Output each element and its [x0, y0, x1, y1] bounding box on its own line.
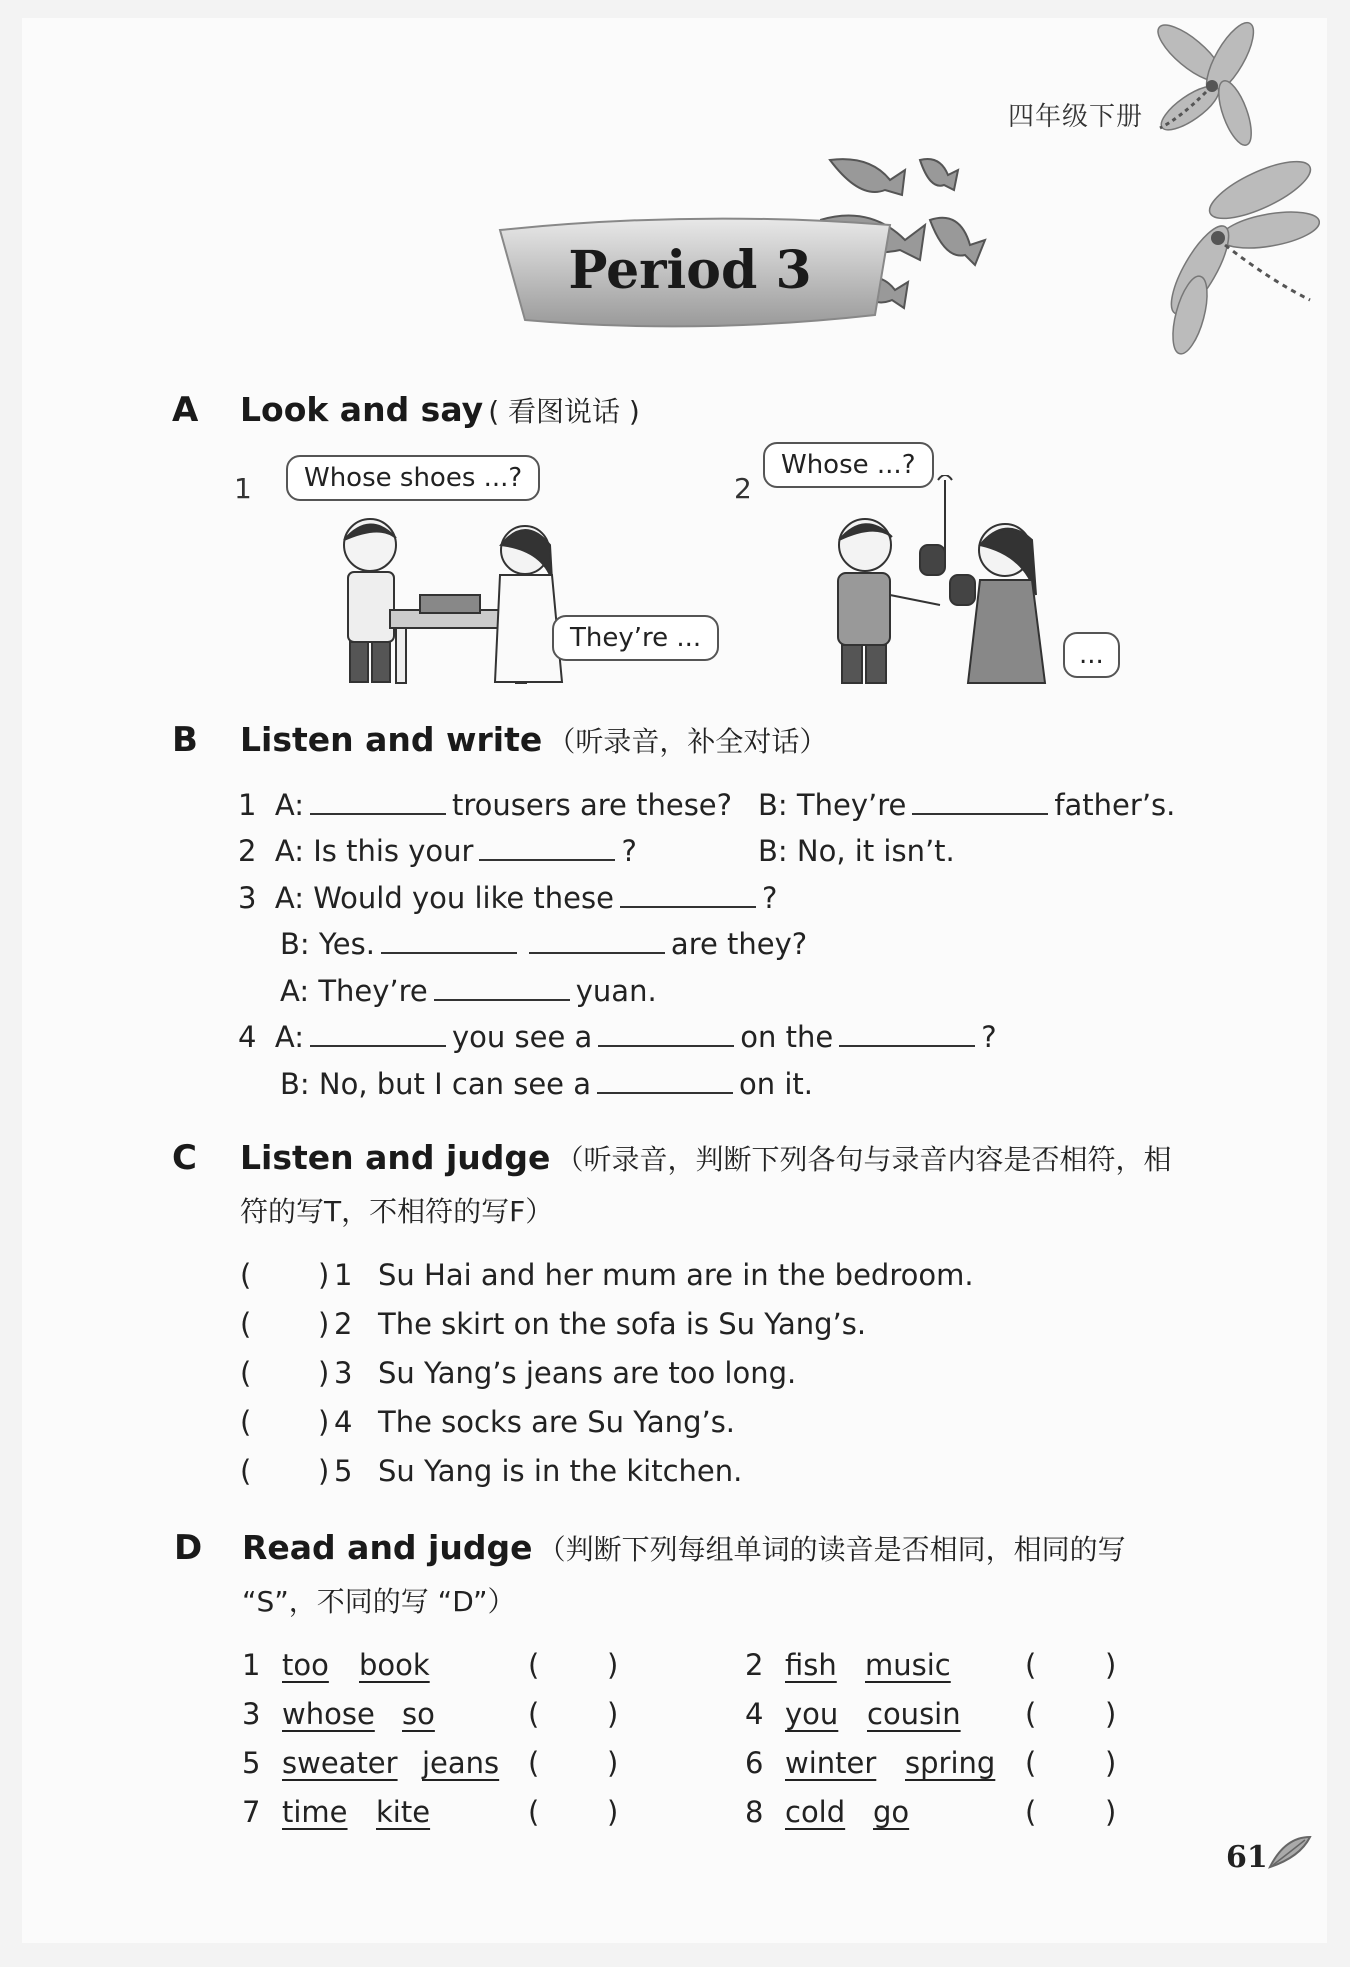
- d-item-5: [242, 1746, 619, 1780]
- grade-label: 四年级下册: [1008, 102, 1144, 132]
- c-item-4: [240, 1405, 1140, 1441]
- d-num: 5: [242, 1746, 261, 1780]
- d-word: jeans: [422, 1746, 500, 1780]
- section-c-heading: [240, 1138, 1172, 1178]
- d-item-7: [242, 1795, 619, 1829]
- blank[interactable]: [310, 1021, 446, 1047]
- d-word: time: [282, 1795, 348, 1829]
- answer-paren-close: ): [318, 1405, 330, 1439]
- answer-paren-open[interactable]: (: [240, 1454, 252, 1488]
- b-7-b1: B: No, but I can see a: [280, 1067, 591, 1101]
- d-item-6: [745, 1746, 1117, 1780]
- b-6-a4: ?: [981, 1020, 997, 1054]
- c-num: 4: [334, 1405, 353, 1439]
- b-1-b2: father’s.: [1054, 788, 1176, 822]
- answer-paren-open[interactable]: (: [528, 1697, 540, 1731]
- d-num: 6: [745, 1746, 764, 1780]
- section-d-note-2: “S”，不同的写 “D”）: [242, 1585, 516, 1618]
- d-word: fish: [785, 1648, 837, 1682]
- answer-paren-close: ): [318, 1454, 330, 1488]
- answer-paren-open[interactable]: (: [528, 1746, 540, 1780]
- section-b-letter: B: [172, 720, 198, 760]
- b-line-1: [238, 788, 732, 822]
- d-word: too: [282, 1648, 329, 1682]
- section-a-heading: [240, 390, 640, 430]
- d-word: cousin: [867, 1697, 961, 1731]
- d-num: 3: [242, 1697, 261, 1731]
- c-item-2: [240, 1307, 1140, 1343]
- d-item-2: [745, 1648, 1117, 1682]
- blank[interactable]: [598, 1021, 734, 1047]
- d-word: you: [785, 1697, 839, 1731]
- answer-paren-close: ): [607, 1648, 619, 1682]
- section-c-letter: C: [172, 1138, 197, 1178]
- b-2-a1: A: Is this your: [274, 834, 474, 868]
- d-word: spring: [905, 1746, 996, 1780]
- b-line-6: [238, 1020, 997, 1054]
- dragonfly-icon: [1140, 18, 1260, 158]
- b-line-1-b: [758, 788, 1175, 822]
- blank[interactable]: [912, 789, 1048, 815]
- b-6-a1: A:: [274, 1020, 304, 1054]
- c-num: 5: [334, 1454, 353, 1488]
- answer-paren-close: ): [318, 1307, 330, 1341]
- b-2-a2: ?: [621, 834, 637, 868]
- d-item-3: [242, 1697, 619, 1731]
- section-c-note-2: 符的写T，不相符的写F）: [240, 1195, 554, 1228]
- section-a-title: Look and say: [240, 390, 484, 429]
- d-num: 8: [745, 1795, 764, 1829]
- speech-bubble-whose-shoes: Whose shoes ...?: [286, 455, 540, 501]
- c-num: 2: [334, 1307, 353, 1341]
- b-7-b2: on it.: [739, 1067, 813, 1101]
- b-line-7: [280, 1067, 813, 1101]
- d-word: so: [402, 1697, 435, 1731]
- c-num: 3: [334, 1356, 353, 1390]
- b-line-3: [238, 881, 777, 915]
- answer-paren-open[interactable]: (: [1025, 1746, 1037, 1780]
- blank[interactable]: [381, 928, 517, 954]
- blank[interactable]: [529, 928, 665, 954]
- b-4-b2: are they?: [670, 927, 808, 961]
- answer-paren-close: ): [607, 1697, 619, 1731]
- page-title: Period 3: [568, 239, 812, 301]
- b-line-2: [238, 834, 637, 868]
- answer-paren-open[interactable]: (: [240, 1405, 252, 1439]
- c-item-1: [240, 1258, 1140, 1294]
- d-word: sweater: [282, 1746, 398, 1780]
- b-6-a2: you see a: [452, 1020, 593, 1054]
- section-a-letter: A: [172, 390, 199, 430]
- d-item-4: [745, 1697, 1117, 1731]
- blank[interactable]: [597, 1068, 733, 1094]
- b-1-a1: A:: [274, 788, 304, 822]
- d-word: cold: [785, 1795, 846, 1829]
- b-num-4: 4: [238, 1020, 257, 1054]
- speech-bubble-whose: Whose ...?: [763, 442, 934, 488]
- answer-paren-close: ): [607, 1746, 619, 1780]
- b-1-b1: B: They’re: [758, 788, 907, 822]
- title-banner-text-area: [500, 215, 880, 325]
- b-6-a3: on the: [740, 1020, 834, 1054]
- section-d-title: Read and judge: [242, 1528, 533, 1567]
- b-1-a2: trousers are these?: [452, 788, 733, 822]
- c-num: 1: [334, 1258, 353, 1292]
- d-num: 4: [745, 1697, 764, 1731]
- b-line-4: [280, 927, 807, 961]
- answer-paren-close: ): [1105, 1746, 1117, 1780]
- answer-paren-close: ): [1105, 1795, 1117, 1829]
- answer-paren-open[interactable]: (: [528, 1795, 540, 1829]
- d-num: 2: [745, 1648, 764, 1682]
- section-c-note-1: （听录音，判断下列各句与录音内容是否相符，相: [555, 1143, 1172, 1176]
- section-a-note: ( 看图说话 ): [488, 395, 640, 428]
- c-item-3: [240, 1356, 1140, 1392]
- d-word: book: [359, 1648, 430, 1682]
- d-word: music: [865, 1648, 951, 1682]
- b-5-a2: yuan.: [575, 974, 657, 1008]
- d-item-1: [242, 1648, 619, 1682]
- b-line-5: [280, 974, 657, 1008]
- page-number: 61: [1226, 1840, 1268, 1875]
- section-d-heading: [242, 1528, 1126, 1568]
- b-num-1: 1: [238, 788, 257, 822]
- section-b-heading: [240, 720, 827, 760]
- answer-paren-close: ): [1105, 1648, 1117, 1682]
- c-item-5: [240, 1454, 1140, 1490]
- section-d-letter: D: [174, 1528, 203, 1568]
- section-d-note-1: （判断下列每组单词的读音是否相同，相同的写: [537, 1533, 1126, 1566]
- d-num: 7: [242, 1795, 261, 1829]
- c-text: Su Yang’s jeans are too long.: [378, 1356, 797, 1390]
- answer-paren-open[interactable]: (: [1025, 1648, 1037, 1682]
- b-5-a1: A: They’re: [280, 974, 428, 1008]
- c-text: Su Yang is in the kitchen.: [378, 1454, 743, 1488]
- section-b-note: （听录音，补全对话）: [547, 725, 828, 758]
- picture-1-illustration: [330, 510, 570, 685]
- dragonfly-large-icon: [1140, 150, 1320, 360]
- d-word: whose: [282, 1697, 375, 1731]
- answer-paren-open[interactable]: (: [1025, 1795, 1037, 1829]
- section-c-title: Listen and judge: [240, 1138, 551, 1177]
- answer-paren-close: ): [318, 1356, 330, 1390]
- c-text: The skirt on the sofa is Su Yang’s.: [378, 1307, 867, 1341]
- leaf-icon: [1265, 1832, 1315, 1872]
- b-3-a1: A: Would you like these: [274, 881, 614, 915]
- d-word: winter: [785, 1746, 877, 1780]
- section-b-title: Listen and write: [240, 720, 543, 759]
- speech-bubble-theyre: They’re ...: [552, 615, 719, 661]
- answer-paren-close: ): [607, 1795, 619, 1829]
- blank[interactable]: [620, 882, 756, 908]
- blank[interactable]: [310, 789, 446, 815]
- speech-bubble-ellipsis: ...: [1063, 632, 1120, 678]
- d-item-8: [745, 1795, 1117, 1829]
- d-word: go: [873, 1795, 910, 1829]
- answer-paren-close: ): [1105, 1697, 1117, 1731]
- c-text: Su Hai and her mum are in the bedroom.: [378, 1258, 974, 1292]
- answer-paren-open[interactable]: (: [1025, 1697, 1037, 1731]
- answer-paren-open[interactable]: (: [240, 1307, 252, 1341]
- b-3-a2: ?: [761, 881, 778, 915]
- picture-1-number: 1: [234, 472, 252, 505]
- picture-2-number: 2: [734, 472, 752, 505]
- answer-paren-open[interactable]: (: [528, 1648, 540, 1682]
- answer-paren-close: ): [318, 1258, 330, 1292]
- picture-2-illustration: [820, 475, 1070, 685]
- answer-paren-open[interactable]: (: [240, 1258, 252, 1292]
- b-4-b1: B: Yes.: [280, 927, 375, 961]
- blank[interactable]: [479, 835, 615, 861]
- d-num: 1: [242, 1648, 261, 1682]
- blank[interactable]: [434, 975, 570, 1001]
- b-line-2-b: B: No, it isn’t.: [758, 834, 955, 868]
- blank[interactable]: [839, 1021, 975, 1047]
- c-text: The socks are Su Yang’s.: [378, 1405, 736, 1439]
- d-word: kite: [376, 1795, 431, 1829]
- b-num-2: 2: [238, 834, 257, 868]
- b-num-3: 3: [238, 881, 257, 915]
- answer-paren-open[interactable]: (: [240, 1356, 252, 1390]
